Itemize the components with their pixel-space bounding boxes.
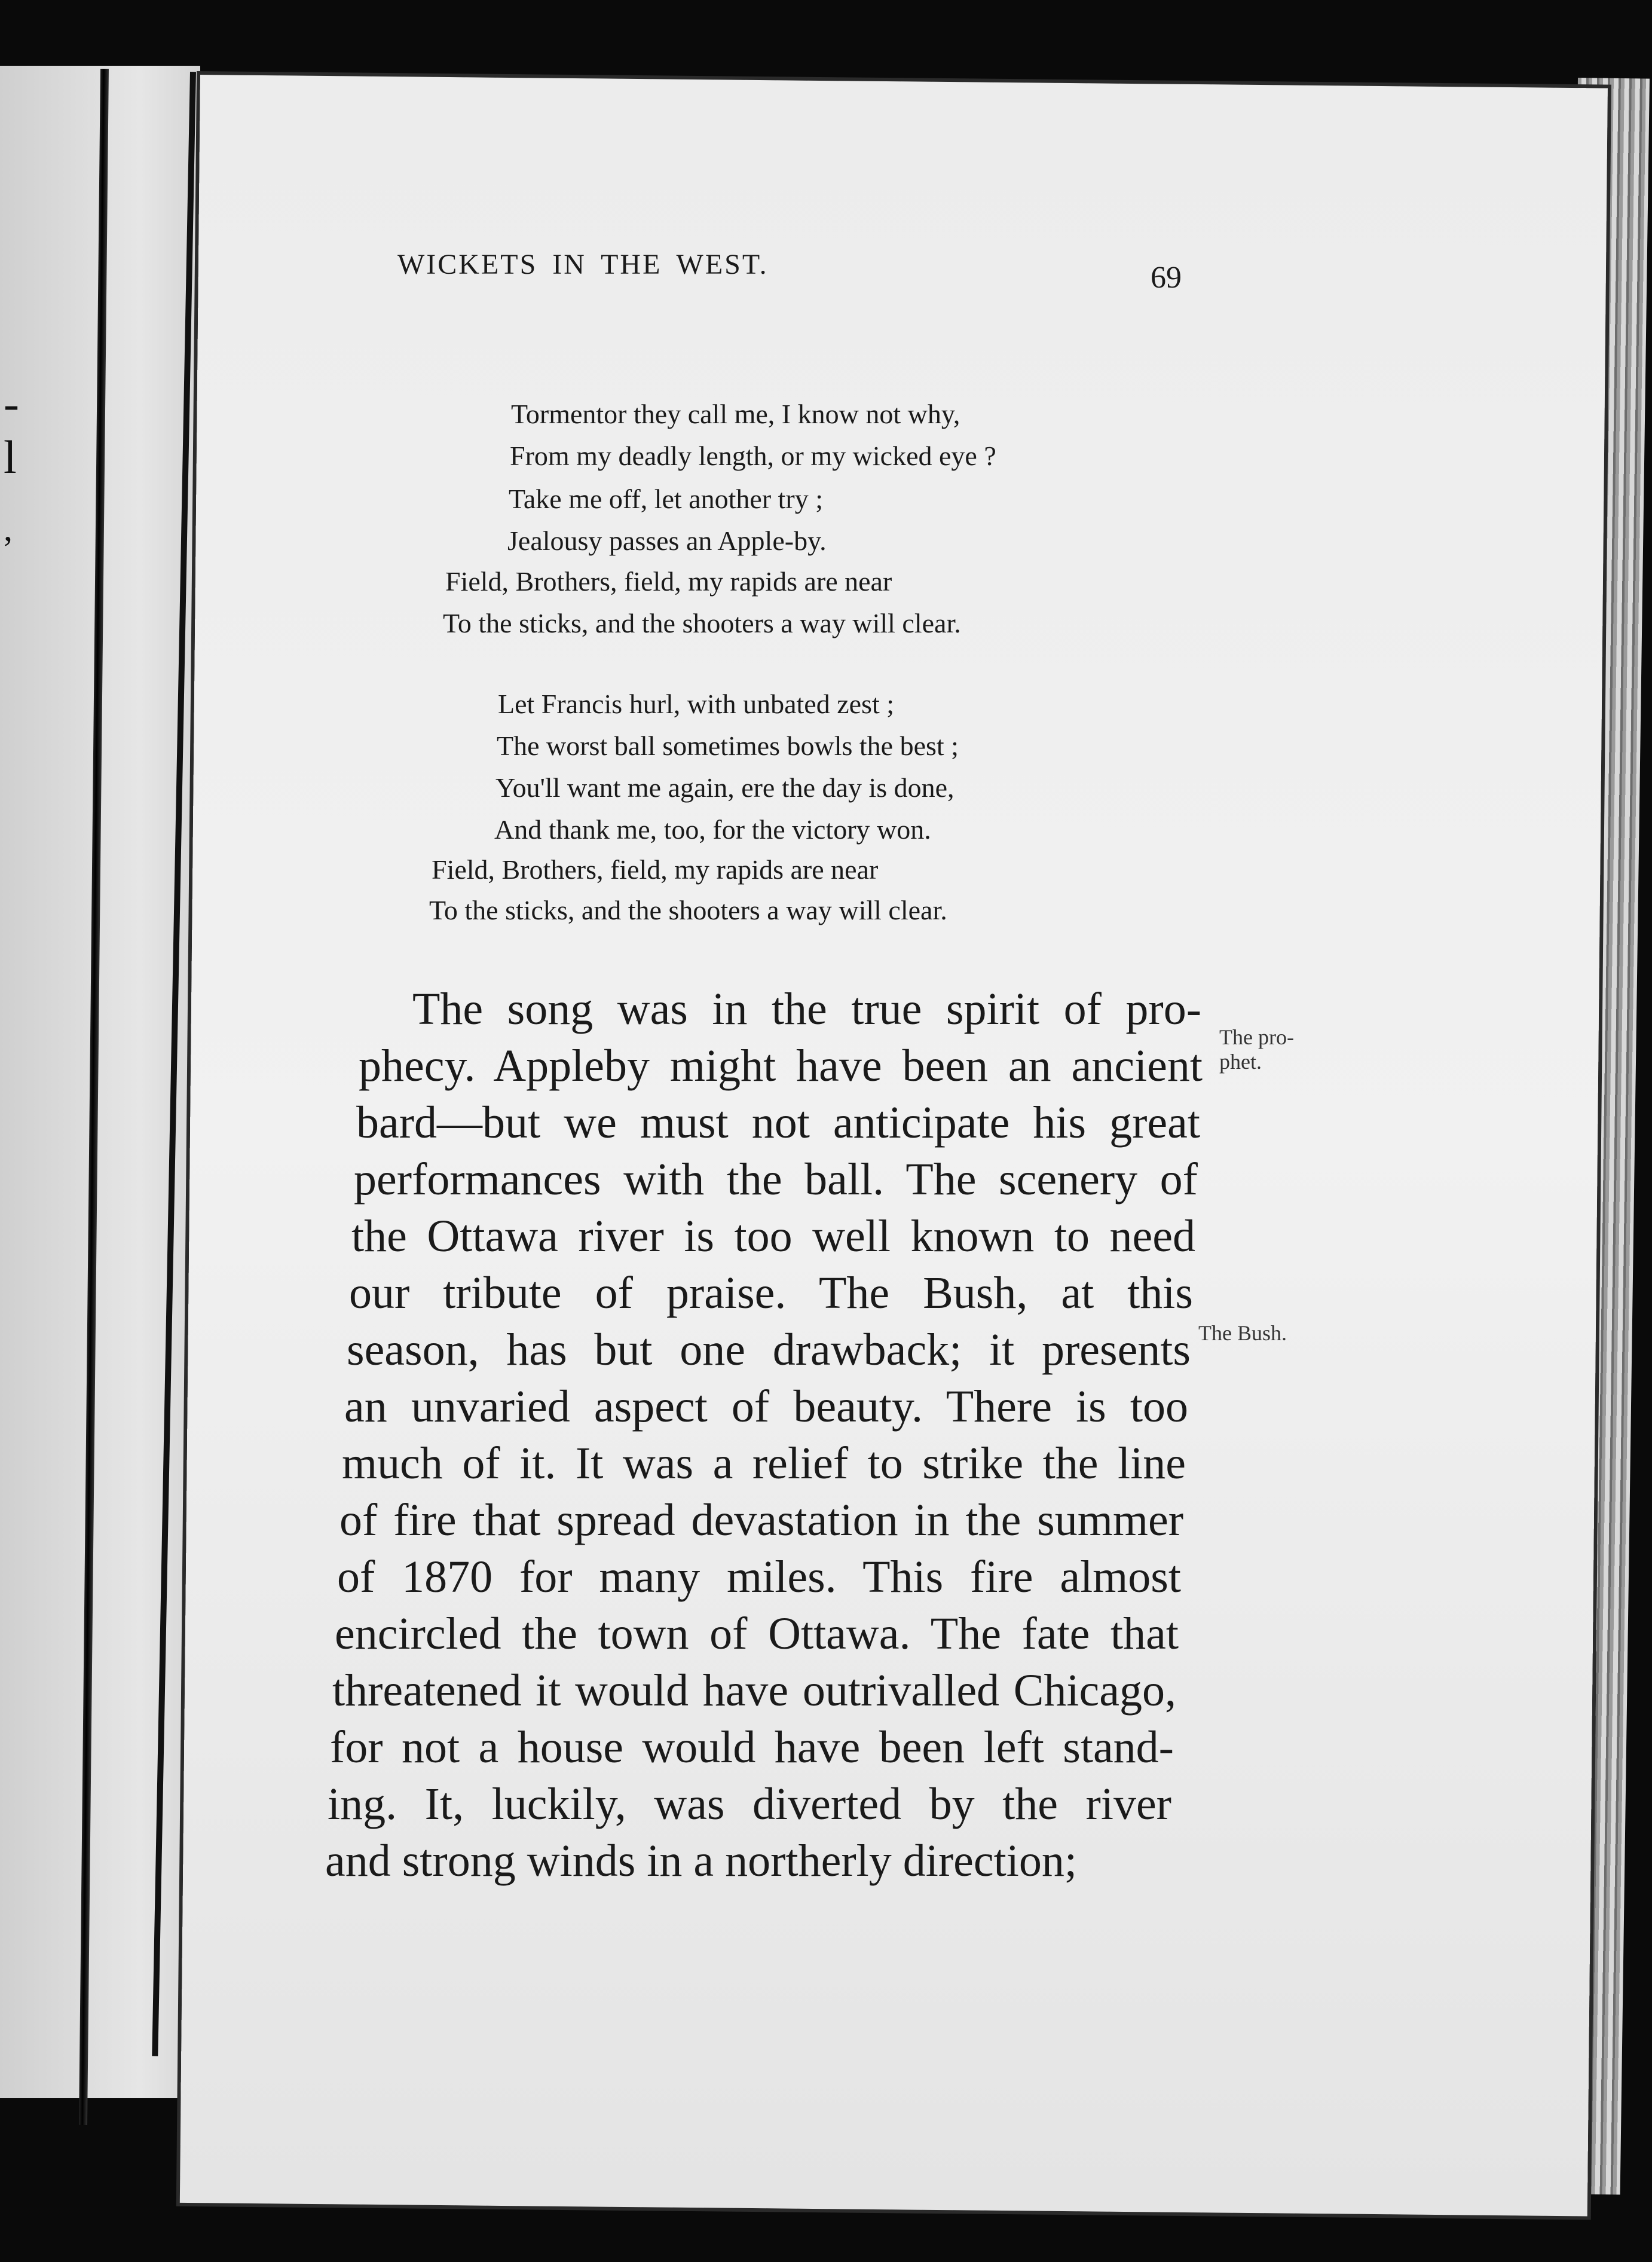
prose-line: encircled the town of Ottawa. The fate that xyxy=(335,1609,1179,1659)
prose-line: of 1870 for many miles. This fire almost xyxy=(337,1552,1181,1602)
page-number: 69 xyxy=(1151,261,1182,295)
prose-line: phecy. Appleby might have been an ancient xyxy=(359,1041,1203,1091)
prose-line: The song was in the true spirit of pro- xyxy=(412,984,1201,1034)
verse-line: Jealousy passes an Apple-by. xyxy=(507,525,827,556)
prose-line: and strong winds in a northerly direction; xyxy=(325,1836,1077,1886)
side-note xyxy=(1219,1025,1294,1075)
verse-line: Take me off, let another try ; xyxy=(509,484,824,514)
verse-line: The worst ball sometimes bowls the best ; xyxy=(497,730,959,761)
prose-line: bard—but we must not anticipate his great xyxy=(356,1098,1200,1148)
verse-line: To the sticks, and the shooters a way will clear. xyxy=(429,895,947,925)
prose-line: of fire that spread devastation in the summer xyxy=(339,1495,1183,1545)
prose-line: threatened it would have outrivalled Chicago, xyxy=(332,1665,1176,1716)
prose-line: for not a house would have been left stand- xyxy=(330,1722,1174,1772)
verse-line: Field, Brothers, field, my rapids are near xyxy=(445,566,892,597)
verse-line: And thank me, too, for the victory won. xyxy=(494,814,931,845)
prose-line: an unvaried aspect of beauty. There is too xyxy=(344,1381,1188,1432)
left-page-fragment: l xyxy=(4,431,17,483)
prose-line: season, has but one drawback; it presents xyxy=(347,1325,1191,1375)
verse-line: Tormentor they call me, I know not why, xyxy=(511,399,960,429)
side-note xyxy=(1198,1321,1287,1346)
prose-line: our tribute of praise. The Bush, at this xyxy=(349,1268,1193,1318)
prose-line: performances with the ball. The scenery of xyxy=(354,1154,1198,1205)
side-note-line: The pro- xyxy=(1219,1025,1294,1049)
left-page-fragment: - xyxy=(4,377,19,429)
side-note-line: The Bush. xyxy=(1198,1321,1287,1345)
running-head: WICKETS IN THE WEST. xyxy=(397,249,769,280)
prose-line: much of it. It was a relief to strike the line xyxy=(342,1438,1186,1488)
side-note-line: phet. xyxy=(1219,1050,1262,1074)
verse-line: Field, Brothers, field, my rapids are near xyxy=(432,854,879,885)
left-page-fragment: , xyxy=(4,509,13,548)
prose-line: ing. It, luckily, was diverted by the river xyxy=(328,1779,1171,1829)
verse-line: To the sticks, and the shooters a way will clear. xyxy=(443,608,961,638)
verse-line: From my deadly length, or my wicked eye ? xyxy=(510,441,996,471)
verse-line: You'll want me again, ere the day is done, xyxy=(495,772,955,803)
prose-line: the Ottawa river is too well known to need xyxy=(351,1211,1195,1261)
verse-line: Let Francis hurl, with unbated zest ; xyxy=(498,689,895,719)
